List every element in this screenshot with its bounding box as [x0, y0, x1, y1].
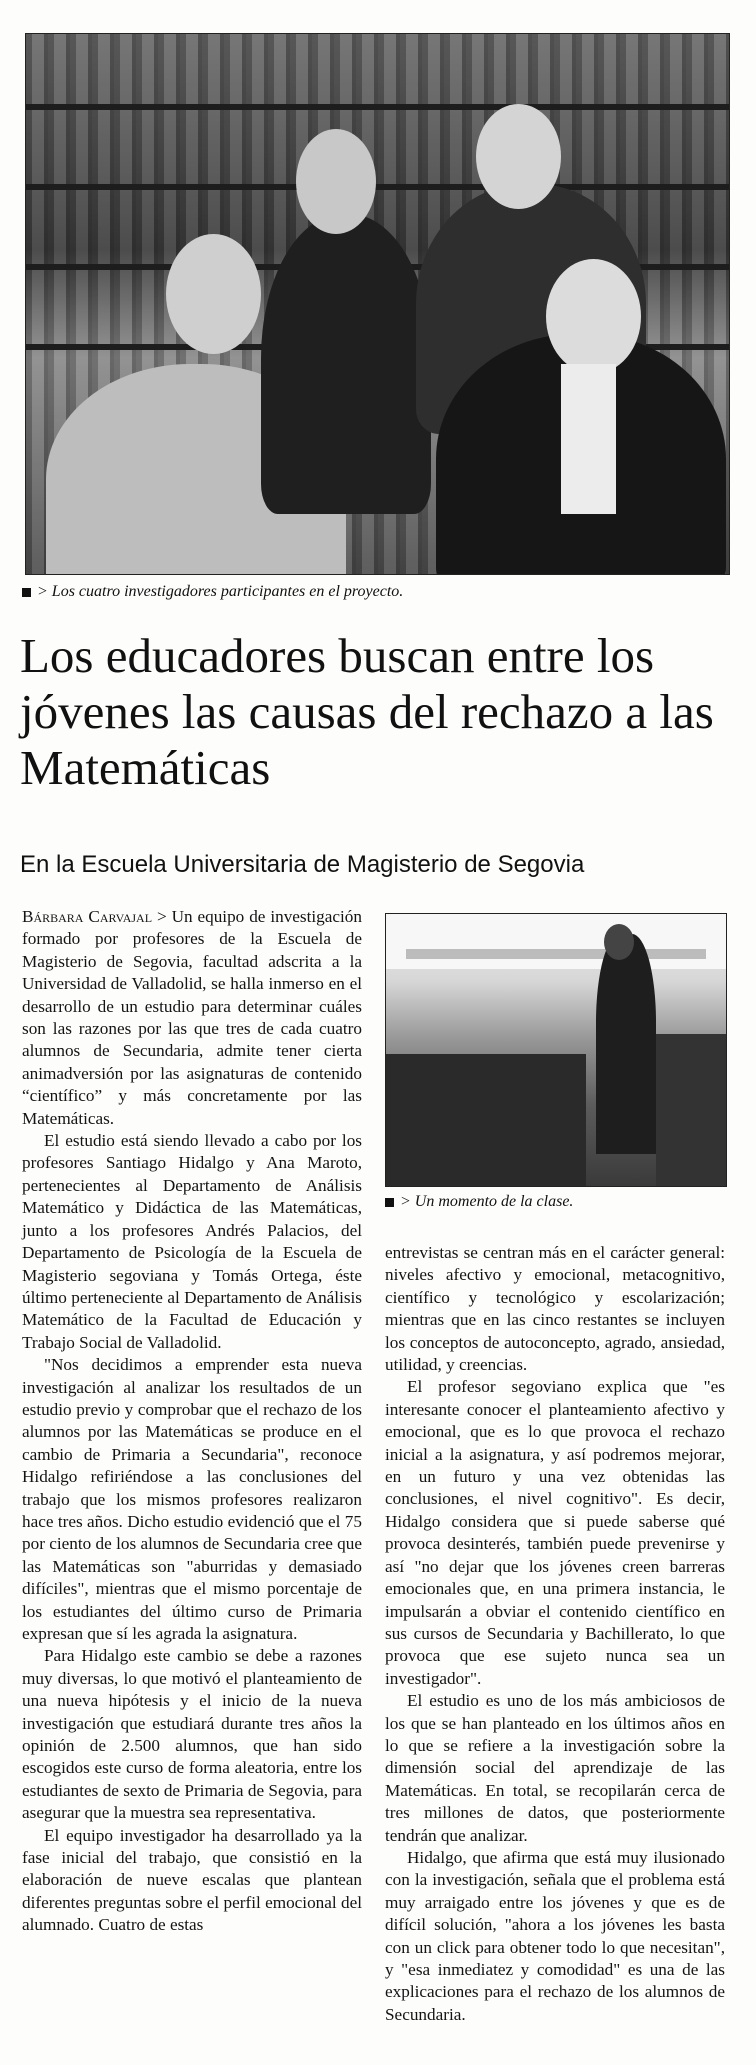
researchers-photo	[25, 33, 730, 575]
article-paragraph: "Nos decidimos a emprender esta nueva investigación al analizar los resultados de un estudio previo y comprobar que el rechazo de los alumnos por las Matemáticas se produce en el cambio de Primaria a Secundaria", reconoce Hidalgo refiriéndose a las conclusiones del trabajo que los mismos profesores realizaron hace tres años. Dicho estudio evidenció que el 75 por ciento de los alumnos de Secundaria cree que las Matemáticas son "aburridas y demasiado difíciles", mientras que el mismo porcentaje de los estudiantes del último curso de Primaria expresan que sí les agrada la asignatura.	[22, 1355, 362, 1643]
article-paragraph: El profesor segoviano explica que "es interesante conocer el planteamiento afectivo y emocional, que es lo que provoca el rechazo inicial a la asignatura, y así podremos mejorar, en un futuro y una vez obtenidas las conclusiones, el nivel cognitivo". Es decir, Hidalgo considera que si puede saberse qué provoca desinterés, también puede prevenirse y así "no dejar que los jóvenes creen barreras emocionales que, en una primera instancia, le impulsarán a obviar el contenido científico en sus cursos de Secundaria y Bachillerato, lo que provoca que ese sujeto nunca sea un investigador".	[385, 1377, 725, 1688]
article-paragraph: Para Hidalgo este cambio se debe a razones muy diversas, lo que motivó el planteamiento de una nueva hipótesis y el inicio de la nueva investigación que estudiará durante tres años la opinión de 2.500 alumnos, que han sido escogidos este curso de forma aleatoria, entre los estudiantes de sexto de Primaria de Segovia, para asegurar que la muestra sea representativa.	[22, 1646, 362, 1823]
article-column-1	[22, 906, 362, 1937]
article-column-2	[385, 1242, 725, 2026]
classroom-photo-caption: > Un momento de la clase.	[385, 1193, 573, 1211]
article-paragraph: El equipo investigador ha desarrollado ya la fase inicial del trabajo, que consistió en la elaboración de nueve escalas que plantean diferentes preguntas sobre el perfil emocional del alumnado. Cuatro de estas	[22, 1825, 362, 1935]
headline: Los educadores buscan entre los jóvenes las causas del rechazo a las Matemáticas	[20, 628, 714, 795]
article-paragraph: El estudio es uno de los más ambiciosos de los que se han planteado en los últimos años en lo que se refiere a la investigación sobre la dimensión social del aprendizaje de las Matemáticas. En total, se recopilarán cerca de tres millones de datos, que posteriormente tendrán que analizar.	[385, 1691, 725, 1845]
article-paragraph: entrevistas se centran más en el carácter general: niveles afectivo y emocional, metacognitivo, científico y tecnológico y escolarización; mientras que en las cinco restantes se incluyen los conceptos de autoconcepto, agrado, ansiedad, utilidad, y creencias.	[385, 1243, 725, 1375]
article-paragraph: Hidalgo, que afirma que está muy ilusionado con la investigación, señala que el problema está muy arraigado entre los jóvenes y que es de difícil solución, "ahora a los jóvenes les basta con un click para obtener todo lo que necesitan", y "esa inmediatez y comodidad" es una de las explicaciones para el rechazo de los alumnos de Secundaria.	[385, 1847, 725, 2024]
classroom-photo	[385, 913, 727, 1187]
article-paragraph: Bárbara Carvajal > Un equipo de investigación formado por profesores de la Escuela de Magisterio de Segovia, facultad adscrita a la Universidad de Valladolid, se halla inmerso en el desarrollo de un estudio para determinar cuáles son las razones por las que tres de cada cuatro alumnos de Secundaria, admite tener cierta animadversión por las asignaturas de contenido “científico” y más concretamente por las Matemáticas.	[22, 907, 362, 1128]
byline: Bárbara Carvajal	[22, 907, 153, 926]
researchers-photo-caption: > Los cuatro investigadores participantes en el proyecto.	[22, 583, 403, 601]
caption-bullet-icon	[385, 1198, 394, 1207]
caption-bullet-icon	[22, 588, 31, 597]
article-paragraph: El estudio está siendo llevado a cabo por los profesores Santiago Hidalgo y Ana Maroto, pertenecientes al Departamento de Análisis Matemático y Didáctica de las Matemáticas, junto a los profesores Andrés Palacios, del Departamento de Psicología de la Escuela de Magisterio segoviana y Tomás Ortega, éste último perteneciente al Departamento de Análisis Matemático de la Facultad de Educación y Trabajo Social de Valladolid.	[22, 1131, 362, 1352]
subheadline: En la Escuela Universitaria de Magisterio de Segovia	[20, 851, 585, 878]
